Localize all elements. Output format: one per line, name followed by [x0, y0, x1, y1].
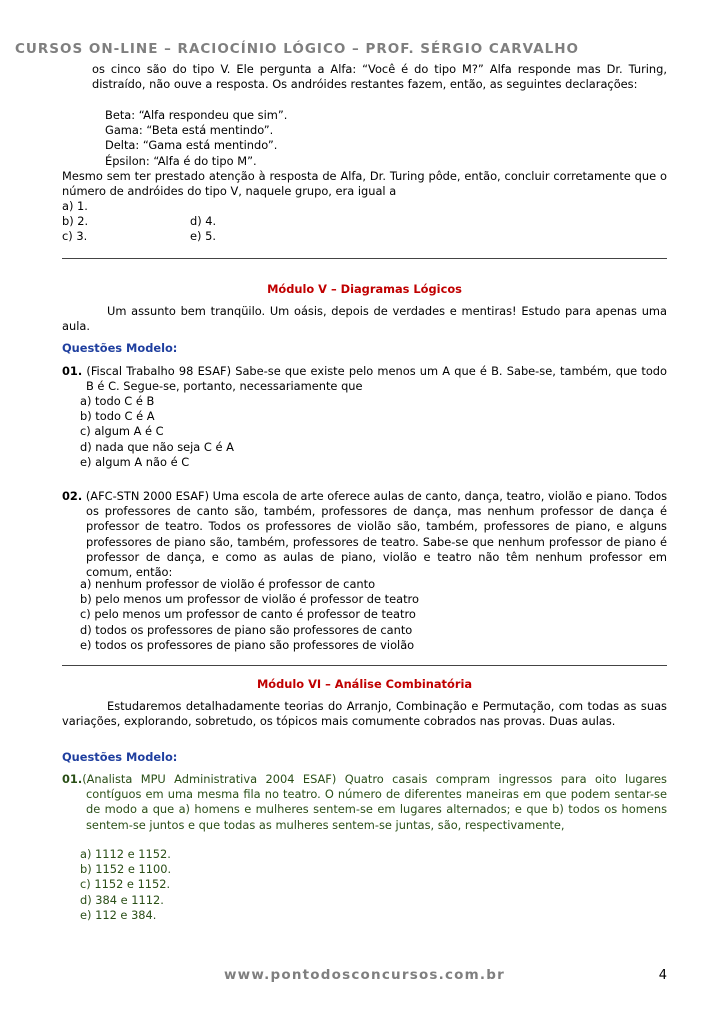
page-number: 4: [658, 968, 667, 983]
conclusion-paragraph: Mesmo sem ter prestado atenção à resposta de Alfa, Dr. Turing pôde, então, concluir corretamente que o número de andróides do tipo V, naquele grupo, era igual a: [62, 169, 667, 199]
option-b: b) 2.: [62, 214, 89, 229]
option-item: c) pelo menos um professor de canto é professor de teatro: [80, 607, 416, 622]
statement-item: Gama: “Beta está mentindo”.: [105, 123, 274, 138]
question-text: (AFC-STN 2000 ESAF) Uma escola de arte oferece aulas de canto, dança, teatro, violão e piano. Todos os professores de canto são, também, professores de dança, mas nenhum professor de dança é professor de teatro. Todos os professores de violão são, também, professores de piano, e alguns professores de piano são, também, professores de teatro. Sabe-se que nenhum professor de piano é professor de dança, e como as aulas de piano, violão e teatro não têm nenhum professor em comum, então:: [85, 489, 668, 580]
option-item: c) algum A é C: [80, 424, 164, 439]
questoes-modelo-label: Questões Modelo:: [62, 750, 178, 764]
question-text: (Fiscal Trabalho 98 ESAF) Sabe-se que existe pelo menos um A que é B. Sabe-se, também, que todo B é C. Segue-se, portanto, necessariamente que: [86, 364, 667, 394]
question-v-01-options: [62, 394, 667, 470]
option-item: b) todo C é A: [80, 409, 155, 424]
question-vi-01: [62, 772, 667, 833]
option-c: c) 3.: [62, 229, 88, 244]
question-text: (Analista MPU Administrativa 2004 ESAF) Quatro casais compram ingressos para oito lugares contíguos em uma mesma fila no teatro. O número de diferentes maneiras em que podem sentar-se de modo a que a) homens e mulheres sentem-se em lugares alternados; e que b) todos os homens sentem-se juntos e que todas as mulheres sentem-se juntas, são, respectivamente,: [82, 772, 667, 832]
option-item: a) 1112 e 1152.: [80, 847, 171, 861]
option-item: e) todos os professores de piano são professores de violão: [80, 637, 415, 652]
question-number: 01.: [62, 772, 83, 786]
question-v-02-options: [62, 577, 667, 653]
section-divider: [62, 258, 667, 259]
option-d: d) 4.: [190, 214, 217, 229]
statement-item: Delta: “Gama está mentindo”.: [105, 138, 278, 153]
option-item: d) nada que não seja C é A: [80, 439, 234, 454]
questoes-modelo-label: Questões Modelo:: [62, 341, 178, 355]
footer-site: www.pontodosconcursos.com.br: [224, 967, 505, 983]
option-item: a) nenhum professor de violão é professor de canto: [80, 577, 376, 591]
module-vi-intro: Estudaremos detalhadamente teorias do Arranjo, Combinação e Permutação, com todas as suas variações, explorando, sobretudo, os tópicos mais comumente cobrados nas provas. Duas aulas.: [62, 699, 667, 729]
option-a: a) 1.: [62, 199, 88, 213]
intro-paragraph: os cinco são do tipo V. Ele pergunta a Alfa: “Você é do tipo M?” Alfa responde mas Dr. Turing, distraído, não ouve a resposta. Os andróides restantes fazem, então, as seguintes declarações:: [92, 62, 667, 92]
question-v-01: [62, 364, 667, 394]
section-divider: [62, 665, 667, 666]
option-item: d) 384 e 1112.: [80, 892, 164, 907]
option-item: e) 112 e 384.: [80, 907, 157, 922]
question-number: 01.: [62, 364, 83, 378]
option-item: d) todos os professores de piano são professores de canto: [80, 622, 413, 637]
option-item: b) 1152 e 1100.: [80, 862, 172, 877]
option-item: c) 1152 e 1152.: [80, 877, 171, 892]
question-number: 02.: [62, 489, 83, 503]
module-v-title: Módulo V – Diagramas Lógicos: [267, 282, 462, 296]
statement-item: Beta: “Alfa respondeu que sim”.: [105, 108, 288, 122]
option-item: b) pelo menos um professor de violão é professor de teatro: [80, 592, 419, 607]
question-v-02: [62, 489, 667, 580]
option-item: e) algum A não é C: [80, 454, 190, 469]
answer-options: [62, 199, 667, 245]
page-header: CURSOS ON-LINE – RACIOCÍNIO LÓGICO – PROF. SÉRGIO CARVALHO: [15, 41, 580, 57]
option-e: e) 5.: [190, 229, 216, 244]
question-vi-01-options: [62, 847, 667, 923]
page-content: [62, 0, 667, 1030]
option-item: a) todo C é B: [80, 394, 155, 408]
statement-list: [62, 108, 667, 169]
module-vi-title: Módulo VI – Análise Combinatória: [256, 677, 473, 691]
module-v-intro: Um assunto bem tranqüilo. Um oásis, depois de verdades e mentiras! Estudo para apenas uma aula.: [62, 304, 667, 334]
statement-item: Épsilon: “Alfa é do tipo M”.: [105, 153, 257, 168]
